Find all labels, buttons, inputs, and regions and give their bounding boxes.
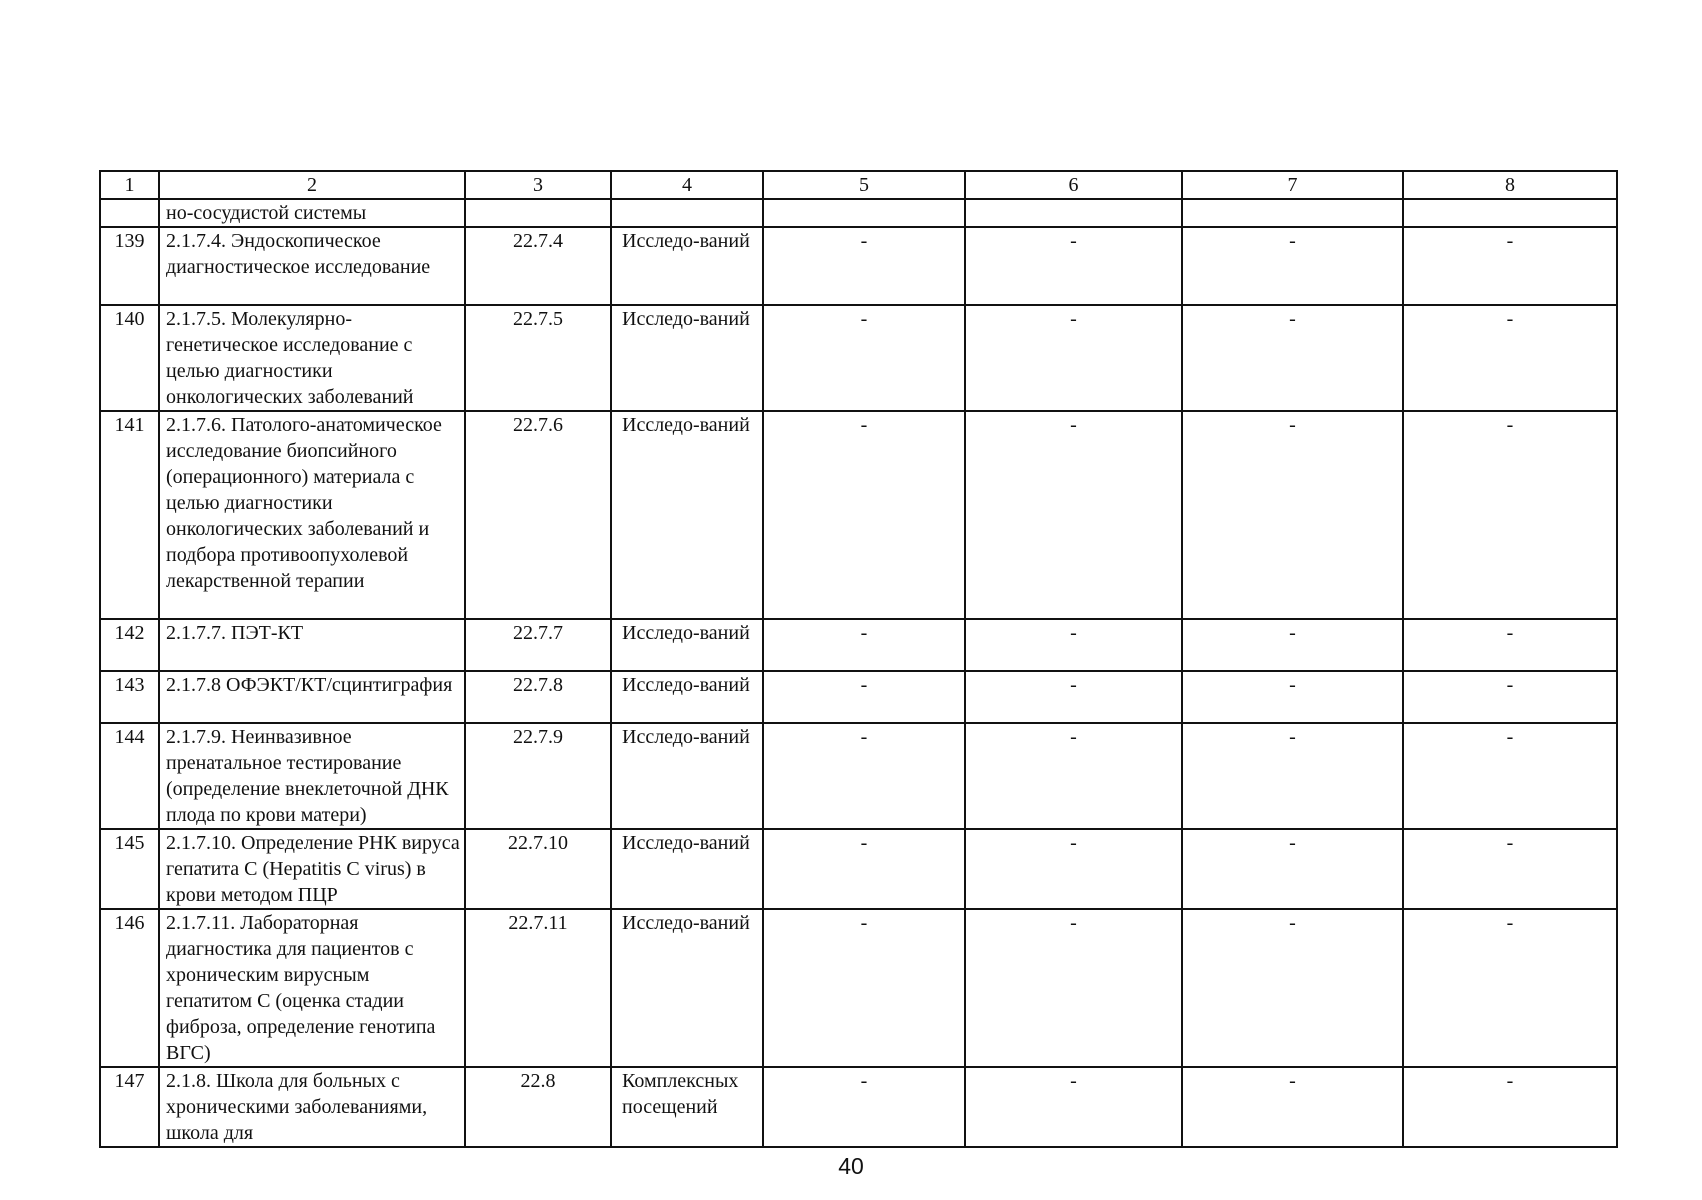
service-name-cell: но-сосудистой системы [159,199,465,227]
code-cell: 22.7.10 [465,829,611,909]
value-cell: - [1182,909,1403,1067]
value-cell: - [1182,227,1403,305]
service-name-cell: 2.1.7.6. Патолого-анатомическое исследование биопсийного (операционного) материала с целью диагностики онкологических заболеваний и подбора противоопухолевой лекарственной терапии [159,411,465,619]
value-cell: - [1182,619,1403,671]
table-row [100,411,1617,619]
value-cell: - [965,671,1182,723]
unit-cell: Исследо-ваний [611,909,763,1067]
value-cell: - [1182,671,1403,723]
service-name-cell: 2.1.7.8 ОФЭКТ/КТ/сцинтиграфия [159,671,465,723]
column-header: 6 [965,171,1182,199]
unit-cell: Исследо-ваний [611,411,763,619]
unit-cell: Исследо-ваний [611,829,763,909]
value-cell: - [1403,671,1617,723]
unit-cell: Комплексных посещений [611,1067,763,1147]
column-header: 4 [611,171,763,199]
service-name-cell: 2.1.7.11. Лабораторная диагностика для пациентов с хроническим вирусным гепатитом С (оценка стадии фиброза, определение генотипа ВГС) [159,909,465,1067]
value-cell: - [1403,305,1617,411]
value-cell: - [965,305,1182,411]
column-header: 8 [1403,171,1617,199]
row-number-cell: 141 [100,411,159,619]
value-cell [1403,199,1617,227]
value-cell: - [763,227,965,305]
column-header: 2 [159,171,465,199]
value-cell: - [1403,829,1617,909]
value-cell: - [763,829,965,909]
value-cell: - [1403,411,1617,619]
value-cell [965,199,1182,227]
table-row [100,723,1617,829]
row-number-cell: 146 [100,909,159,1067]
column-header: 3 [465,171,611,199]
services-table [99,170,1618,1148]
row-number-cell: 139 [100,227,159,305]
code-cell: 22.7.6 [465,411,611,619]
continuation-row [100,199,1617,227]
table-row [100,909,1617,1067]
value-cell: - [763,305,965,411]
code-cell: 22.7.5 [465,305,611,411]
table-row [100,1067,1617,1147]
value-cell: - [1182,723,1403,829]
table-row [100,305,1617,411]
value-cell: - [1403,1067,1617,1147]
unit-cell: Исследо-ваний [611,671,763,723]
table-row [100,671,1617,723]
value-cell [763,199,965,227]
page-number: 40 [838,1153,864,1179]
value-cell: - [965,227,1182,305]
value-cell: - [763,723,965,829]
service-name-cell: 2.1.8. Школа для больных с хроническими заболеваниями, школа для [159,1067,465,1147]
row-number-cell: 144 [100,723,159,829]
row-number-cell: 145 [100,829,159,909]
value-cell: - [965,1067,1182,1147]
unit-cell: Исследо-ваний [611,227,763,305]
value-cell: - [965,619,1182,671]
table-row [100,829,1617,909]
code-cell [465,199,611,227]
table-row [100,227,1617,305]
code-cell: 22.7.7 [465,619,611,671]
value-cell: - [965,411,1182,619]
code-cell: 22.7.4 [465,227,611,305]
value-cell: - [1182,829,1403,909]
code-cell: 22.7.8 [465,671,611,723]
row-number-cell [100,199,159,227]
value-cell: - [1403,619,1617,671]
unit-cell: Исследо-ваний [611,305,763,411]
code-cell: 22.8 [465,1067,611,1147]
code-cell: 22.7.9 [465,723,611,829]
value-cell: - [763,619,965,671]
value-cell: - [1182,305,1403,411]
row-number-cell: 143 [100,671,159,723]
unit-cell: Исследо-ваний [611,619,763,671]
table-row [100,619,1617,671]
value-cell: - [1403,723,1617,829]
service-name-cell: 2.1.7.4. Эндоскопическое диагностическое исследование [159,227,465,305]
value-cell: - [1403,227,1617,305]
service-name-cell: 2.1.7.10. Определение РНК вируса гепатита С (Hepatitis C virus) в крови методом ПЦР [159,829,465,909]
code-cell: 22.7.11 [465,909,611,1067]
value-cell: - [763,671,965,723]
value-cell: - [763,909,965,1067]
row-number-cell: 142 [100,619,159,671]
value-cell: - [965,723,1182,829]
service-name-cell: 2.1.7.9. Неинвазивное пренатальное тестирование (определение внеклеточной ДНК плода по крови матери) [159,723,465,829]
value-cell: - [965,829,1182,909]
value-cell: - [1182,1067,1403,1147]
column-header: 5 [763,171,965,199]
column-header-row [100,171,1617,199]
column-header: 1 [100,171,159,199]
service-name-cell: 2.1.7.7. ПЭТ-КТ [159,619,465,671]
value-cell: - [763,411,965,619]
value-cell: - [1403,909,1617,1067]
row-number-cell: 140 [100,305,159,411]
unit-cell [611,199,763,227]
column-header: 7 [1182,171,1403,199]
value-cell: - [1182,411,1403,619]
row-number-cell: 147 [100,1067,159,1147]
value-cell: - [965,909,1182,1067]
value-cell [1182,199,1403,227]
unit-cell: Исследо-ваний [611,723,763,829]
service-name-cell: 2.1.7.5. Молекулярно-генетическое исследование с целью диагностики онкологических заболеваний [159,305,465,411]
value-cell: - [763,1067,965,1147]
